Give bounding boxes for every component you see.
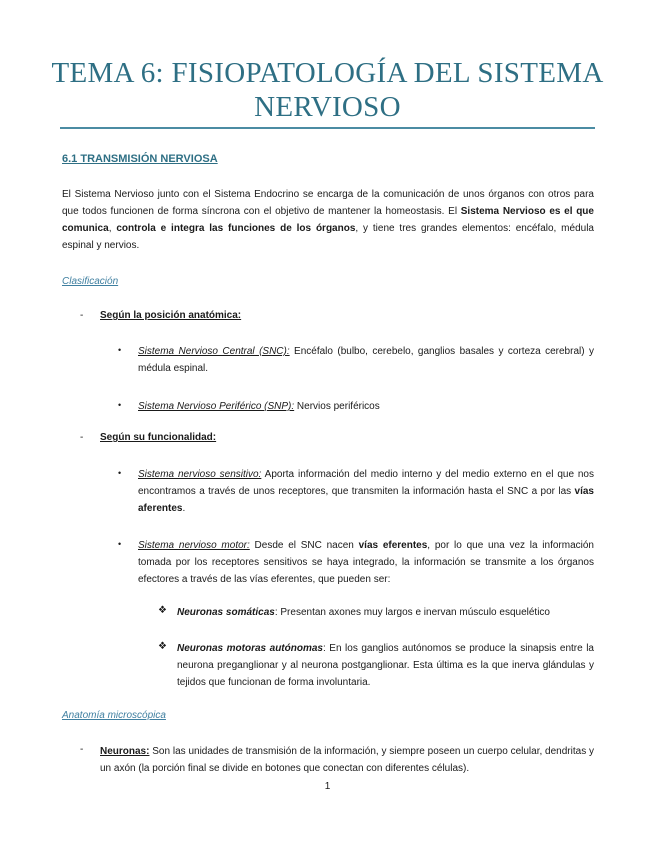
sensitivo-text-2: . <box>182 503 186 514</box>
anatomia-heading: Anatomía microscópica <box>62 710 166 721</box>
motor-text-2: , por lo que una vez la información tomada por los receptores sensitivos se haya integrado, la información se transmite a los órganos efectores a través de las vías eferentes, que pueden ser: <box>138 540 594 585</box>
list-dash: - <box>80 310 84 321</box>
somaticas-text: : Presentan axones muy largos e inervan músculo esquelético <box>274 607 550 618</box>
clasificacion-heading: Clasificación <box>62 276 119 287</box>
intro-bold-1: Sistema Nervioso es el que comunica <box>62 206 594 234</box>
list-dash: - <box>80 432 84 443</box>
motor-item <box>138 537 594 588</box>
autonomas-item <box>177 640 594 691</box>
motor-bold: vías eferentes <box>358 540 428 551</box>
intro-text-1: El Sistema Nervioso junto con el Sistema Endocrino se encarga de la comunicación de unos órganos con otros para que todos funcionen de forma síncrona con el objetivo de mantener la homeostasis. El <box>62 189 594 217</box>
snp-text: Nervios periféricos <box>294 401 380 412</box>
sensitivo-bold: vías aferentes <box>138 486 594 514</box>
intro-text-2: , <box>108 223 117 234</box>
motor-term: Sistema nervioso motor: <box>138 540 250 551</box>
section-heading: 6.1 TRANSMISIÓN NERVIOSA <box>62 153 218 165</box>
diamond-bullet-icon: ❖ <box>158 605 167 616</box>
sensitivo-item <box>138 466 594 517</box>
neuronas-text: Son las unidades de transmisión de la información, y siempre poseen un cuerpo celular, dendritas y un axón (la porción final se divide en botones que conectan con diferentes células). <box>100 746 594 774</box>
neuronas-item <box>100 743 594 777</box>
list-dash: - <box>80 744 84 755</box>
sensitivo-term: Sistema nervioso sensitivo: <box>138 469 262 480</box>
snc-term: Sistema Nervioso Central (SNC): <box>138 346 290 357</box>
title-divider <box>60 127 595 129</box>
snc-item <box>138 343 594 377</box>
somaticas-term: Neuronas somáticas <box>177 607 275 618</box>
title-line-2: NERVIOSO <box>254 91 401 123</box>
page-title <box>40 56 615 124</box>
intro-text-3: , y tiene tres grandes elementos: encéfalo, médula espinal y nervios. <box>62 223 594 251</box>
bullet-icon: • <box>118 468 122 478</box>
autonomas-text: : En los ganglios autónomos se produce la sinapsis entre la neurona preganglionar y al neurona postganglionar. Esta última es la que inerva glándulas y tejidos que funcionan de forma involuntaria. <box>177 643 594 688</box>
motor-text-1: Desde el SNC nacen <box>249 540 359 551</box>
autonomas-term: Neuronas motoras autónomas <box>177 643 323 654</box>
bullet-icon: • <box>118 345 122 355</box>
snp-item <box>138 398 594 415</box>
bullet-icon: • <box>118 539 122 549</box>
title-line-1: TEMA 6: FISIOPATOLOGÍA DEL SISTEMA <box>51 57 604 89</box>
page-number: 1 <box>324 781 331 792</box>
snp-term: Sistema Nervioso Periférico (SNP): <box>138 401 295 412</box>
intro-bold-2: controla e integra las funciones de los órganos <box>116 223 356 234</box>
funcionalidad-label: Según su funcionalidad: <box>100 432 217 443</box>
somaticas-item <box>177 604 594 621</box>
intro-paragraph <box>62 186 594 254</box>
sensitivo-text-1: Aporta información del medio interno y del medio externo en el que nos encontramos a través de unos receptores, que transmiten la información hasta el SNC a por las <box>138 469 594 497</box>
anatomica-label: Según la posición anatómica: <box>100 310 242 321</box>
diamond-bullet-icon: ❖ <box>158 641 167 652</box>
bullet-icon: • <box>118 400 122 410</box>
neuronas-term: Neuronas: <box>100 746 150 757</box>
snc-text: Encéfalo (bulbo, cerebelo, ganglios basales y corteza cerebral) y médula espinal. <box>138 346 594 374</box>
